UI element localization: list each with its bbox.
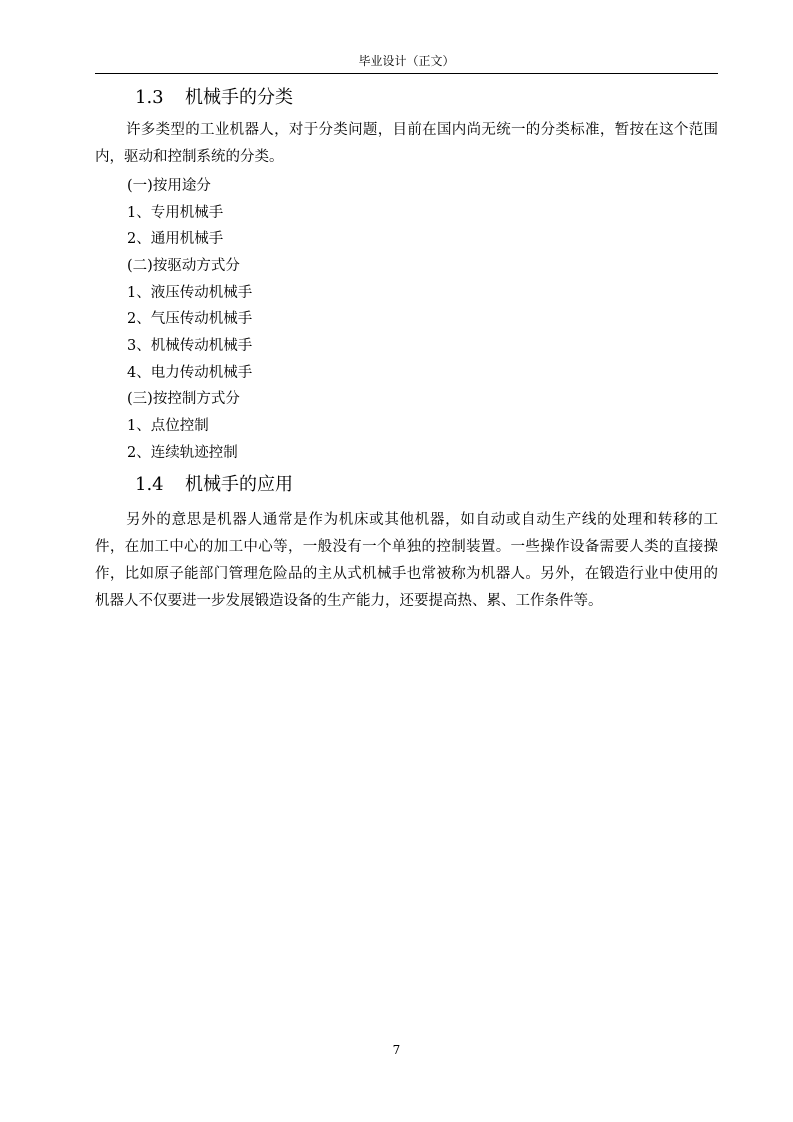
classification-list	[127, 173, 252, 466]
section-number: 1.3	[135, 87, 164, 108]
list-item: 2、连续轨迹控制	[127, 444, 238, 461]
list-item: 4、电力传动机械手	[127, 364, 253, 381]
list-item: 3、机械传动机械手	[127, 337, 253, 354]
list-item: 1、专用机械手	[127, 204, 224, 221]
list-item: (三)按控制方式分	[127, 391, 240, 408]
section-title: 机械手的分类	[185, 87, 293, 108]
header-rule	[95, 73, 718, 74]
list-item: 2、通用机械手	[127, 231, 224, 248]
section-body-paragraph: 另外的意思是机器人通常是作为机床或其他机器，如自动或自动生产线的处理和转移的工件，在加工中心的加工中心等，一般没有一个单独的控制装置。一些操作设备需要人类的直接操作，比如原子能部门管理危险品的主从式机械手也常被称为机器人。另外，在锻造行业中使用的机器人不仅要进一步发展锻造设备的生产能力，还要提高热、累、工作条件等。	[95, 512, 718, 609]
page-number: 7	[392, 1043, 401, 1057]
section-intro-paragraph: 许多类型的工业机器人，对于分类问题，目前在国内尚无统一的分类标准，暂按在这个范围内，驱动和控制系统的分类。	[95, 122, 718, 165]
list-item: 1、液压传动机械手	[127, 284, 253, 301]
list-item: (二)按驱动方式分	[127, 257, 240, 274]
section-number: 1.4	[135, 474, 164, 495]
section-title: 机械手的应用	[185, 474, 293, 495]
list-item: (一)按用途分	[127, 178, 211, 194]
section-heading-1-3	[135, 86, 293, 110]
list-item: 2、气压传动机械手	[127, 311, 253, 328]
page-header: 毕业设计（正文）	[358, 54, 455, 68]
section-heading-1-4	[135, 473, 293, 497]
list-item: 1、点位控制	[127, 417, 209, 434]
